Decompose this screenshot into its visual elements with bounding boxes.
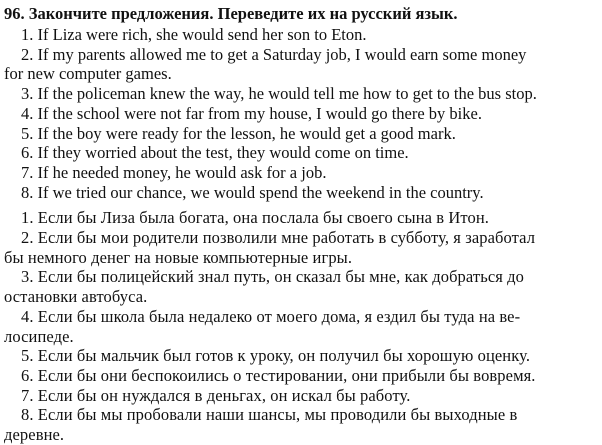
russian-sentence-6: 6. Если бы они беспокоились о тестировании, они прибыли бы вовремя. (21, 365, 536, 385)
english-sentence-6: 6. If they worried about the test, they would come on time. (21, 143, 409, 163)
english-sentence-2: 2. If my parents allowed me to get a Saturday job, I would earn some money (21, 44, 527, 64)
english-sentences (4, 25, 594, 202)
english-sentence-2-continuation: for new computer games. (4, 64, 172, 84)
english-sentence-8: 8. If we tried our chance, we would spend the weekend in the country. (21, 182, 484, 202)
russian-sentence-2-continuation: бы немного денег на новые компьютерные игры. (4, 247, 353, 267)
russian-sentence-3-continuation: остановки автобуса. (4, 287, 148, 307)
russian-sentence-1: 1. Если бы Лиза была богата, она послала бы своего сына в Итон. (21, 208, 490, 228)
russian-sentence-4-continuation: лосипеде. (4, 326, 74, 346)
russian-sentence-8-continuation: деревне. (4, 425, 65, 445)
russian-sentence-8: 8. Если бы мы пробовали наши шансы, мы проводили бы выходные в (21, 405, 518, 425)
english-sentence-7: 7. If he needed money, he would ask for a job. (21, 162, 327, 182)
russian-sentence-5: 5. Если бы мальчик был готов к уроку, он получил бы хорошую оценку. (21, 346, 531, 366)
english-sentence-3: 3. If the policeman knew the way, he would tell me how to get to the bus stop. (21, 84, 537, 104)
exercise-heading: 96. Закончите предложения. Переведите их на русский язык. (4, 4, 458, 23)
russian-translations (4, 208, 594, 444)
english-sentence-4: 4. If the school were not far from my house, I would go there by bike. (21, 103, 482, 123)
russian-sentence-2: 2. Если бы мои родители позволили мне работать в субботу, я заработал (21, 228, 536, 248)
russian-sentence-3: 3. Если бы полицейский знал путь, он сказал бы мне, как добраться до (21, 267, 525, 287)
russian-sentence-7: 7. Если бы он нуждался в деньгах, он искал бы работу. (21, 385, 411, 405)
russian-sentence-4: 4. Если бы школа была недалеко от моего дома, я ездил бы туда на ве- (21, 306, 521, 326)
english-sentence-5: 5. If the boy were ready for the lesson, he would get a good mark. (21, 123, 456, 143)
english-sentence-1: 1. If Liza were rich, she would send her son to Eton. (21, 25, 367, 44)
